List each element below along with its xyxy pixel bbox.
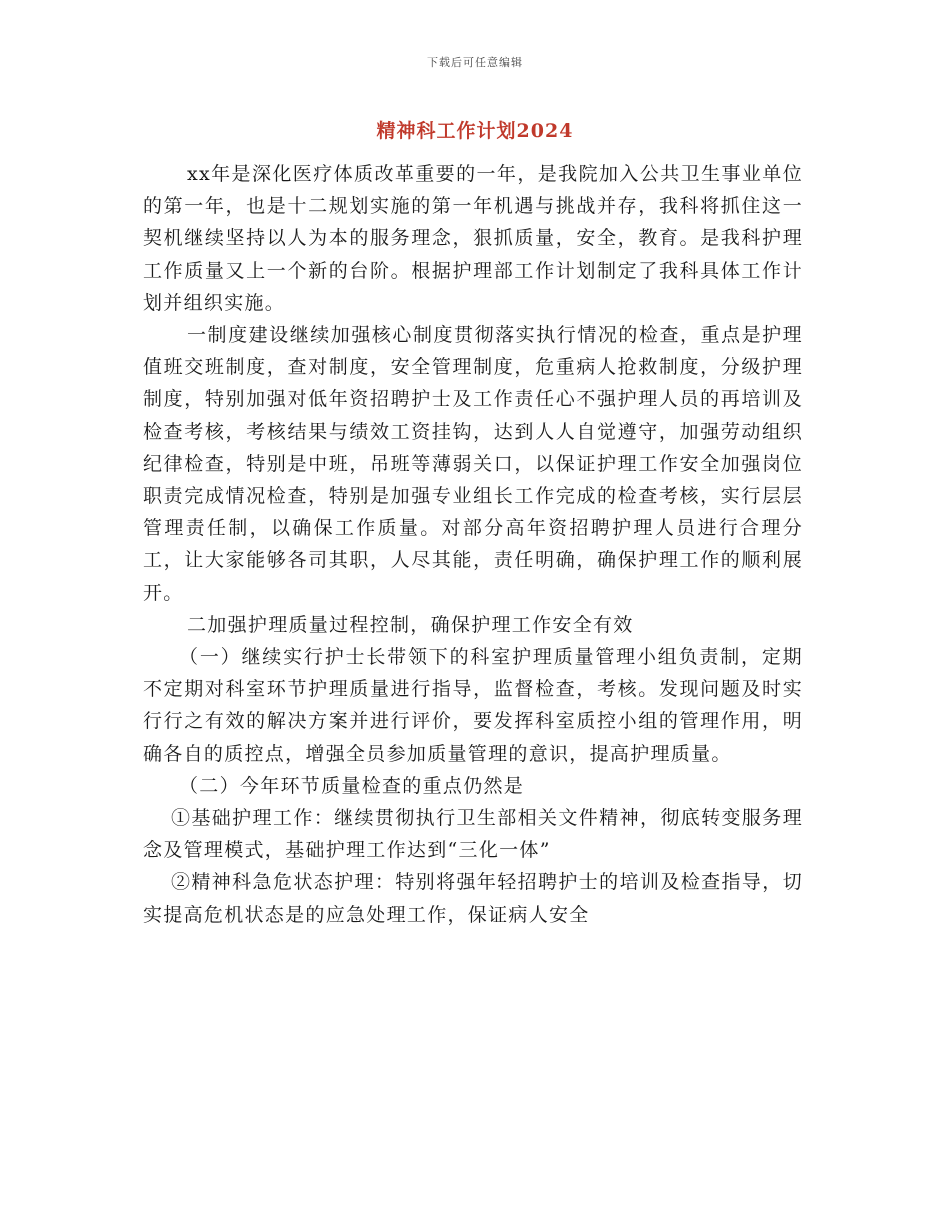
paragraph-section-2-heading: 二加强护理质量过程控制，确保护理工作安全有效 bbox=[187, 613, 634, 636]
document-body bbox=[143, 158, 803, 931]
paragraph-item-2: ②精神科急危状态护理：特别将强年轻招聘护士的培训及检查指导，切实提高危机状态是的应急处理工作，保证病人安全 bbox=[143, 871, 803, 926]
paragraph-intro: xx年是深化医疗体质改革重要的一年，是我院加入公共卫生事业单位的第一年，也是十二规划实施的第一年机遇与挑战并存，我科将抓住这一契机继续坚持以人为本的服务理念，狠抓质量，安全，教育。是我科护理工作质量又上一个新的台阶。根据护理部工作计划制定了我科具体工作计划并组织实施。 bbox=[143, 163, 803, 314]
document-title: 精神科工作计划2024 bbox=[376, 120, 574, 142]
paragraph-section-1: 一制度建设继续加强核心制度贯彻落实执行情况的检查，重点是护理值班交班制度，查对制度，安全管理制度，危重病人抢救制度，分级护理制度，特别加强对低年资招聘护士及工作责任心不强护理人员的再培训及检查考核，考核结果与绩效工资挂钩，达到人人自觉遵守，加强劳动组织纪律检查，特别是中班，吊班等薄弱关口，以保证护理工作安全加强岗位职责完成情况检查，特别是加强专业组长工作完成的检查考核，实行层层管理责任制，以确保工作质量。对部分高年资招聘护理人员进行合理分工，让大家能够各司其职，人尽其能，责任明确，确保护理工作的顺利展开。 bbox=[143, 324, 803, 604]
paragraph-item-1: ①基础护理工作：继续贯彻执行卫生部相关文件精神，彻底转变服务理念及管理模式，基础护理工作达到“三化一体” bbox=[143, 807, 803, 862]
paragraph-subsection-1: （一）继续实行护士长带领下的科室护理质量管理小组负责制，定期不定期对科室环节护理质量进行指导，监督检查，考核。发现问题及时实行行之有效的解决方案并进行评价，要发挥科室质控小组的管理作用，明确各自的质控点，增强全员参加质量管理的意识，提高护理质量。 bbox=[143, 646, 803, 765]
header-note: 下载后可任意编辑 bbox=[427, 56, 523, 69]
paragraph-subsection-2: （二）今年环节质量检查的重点仍然是 bbox=[179, 774, 525, 797]
